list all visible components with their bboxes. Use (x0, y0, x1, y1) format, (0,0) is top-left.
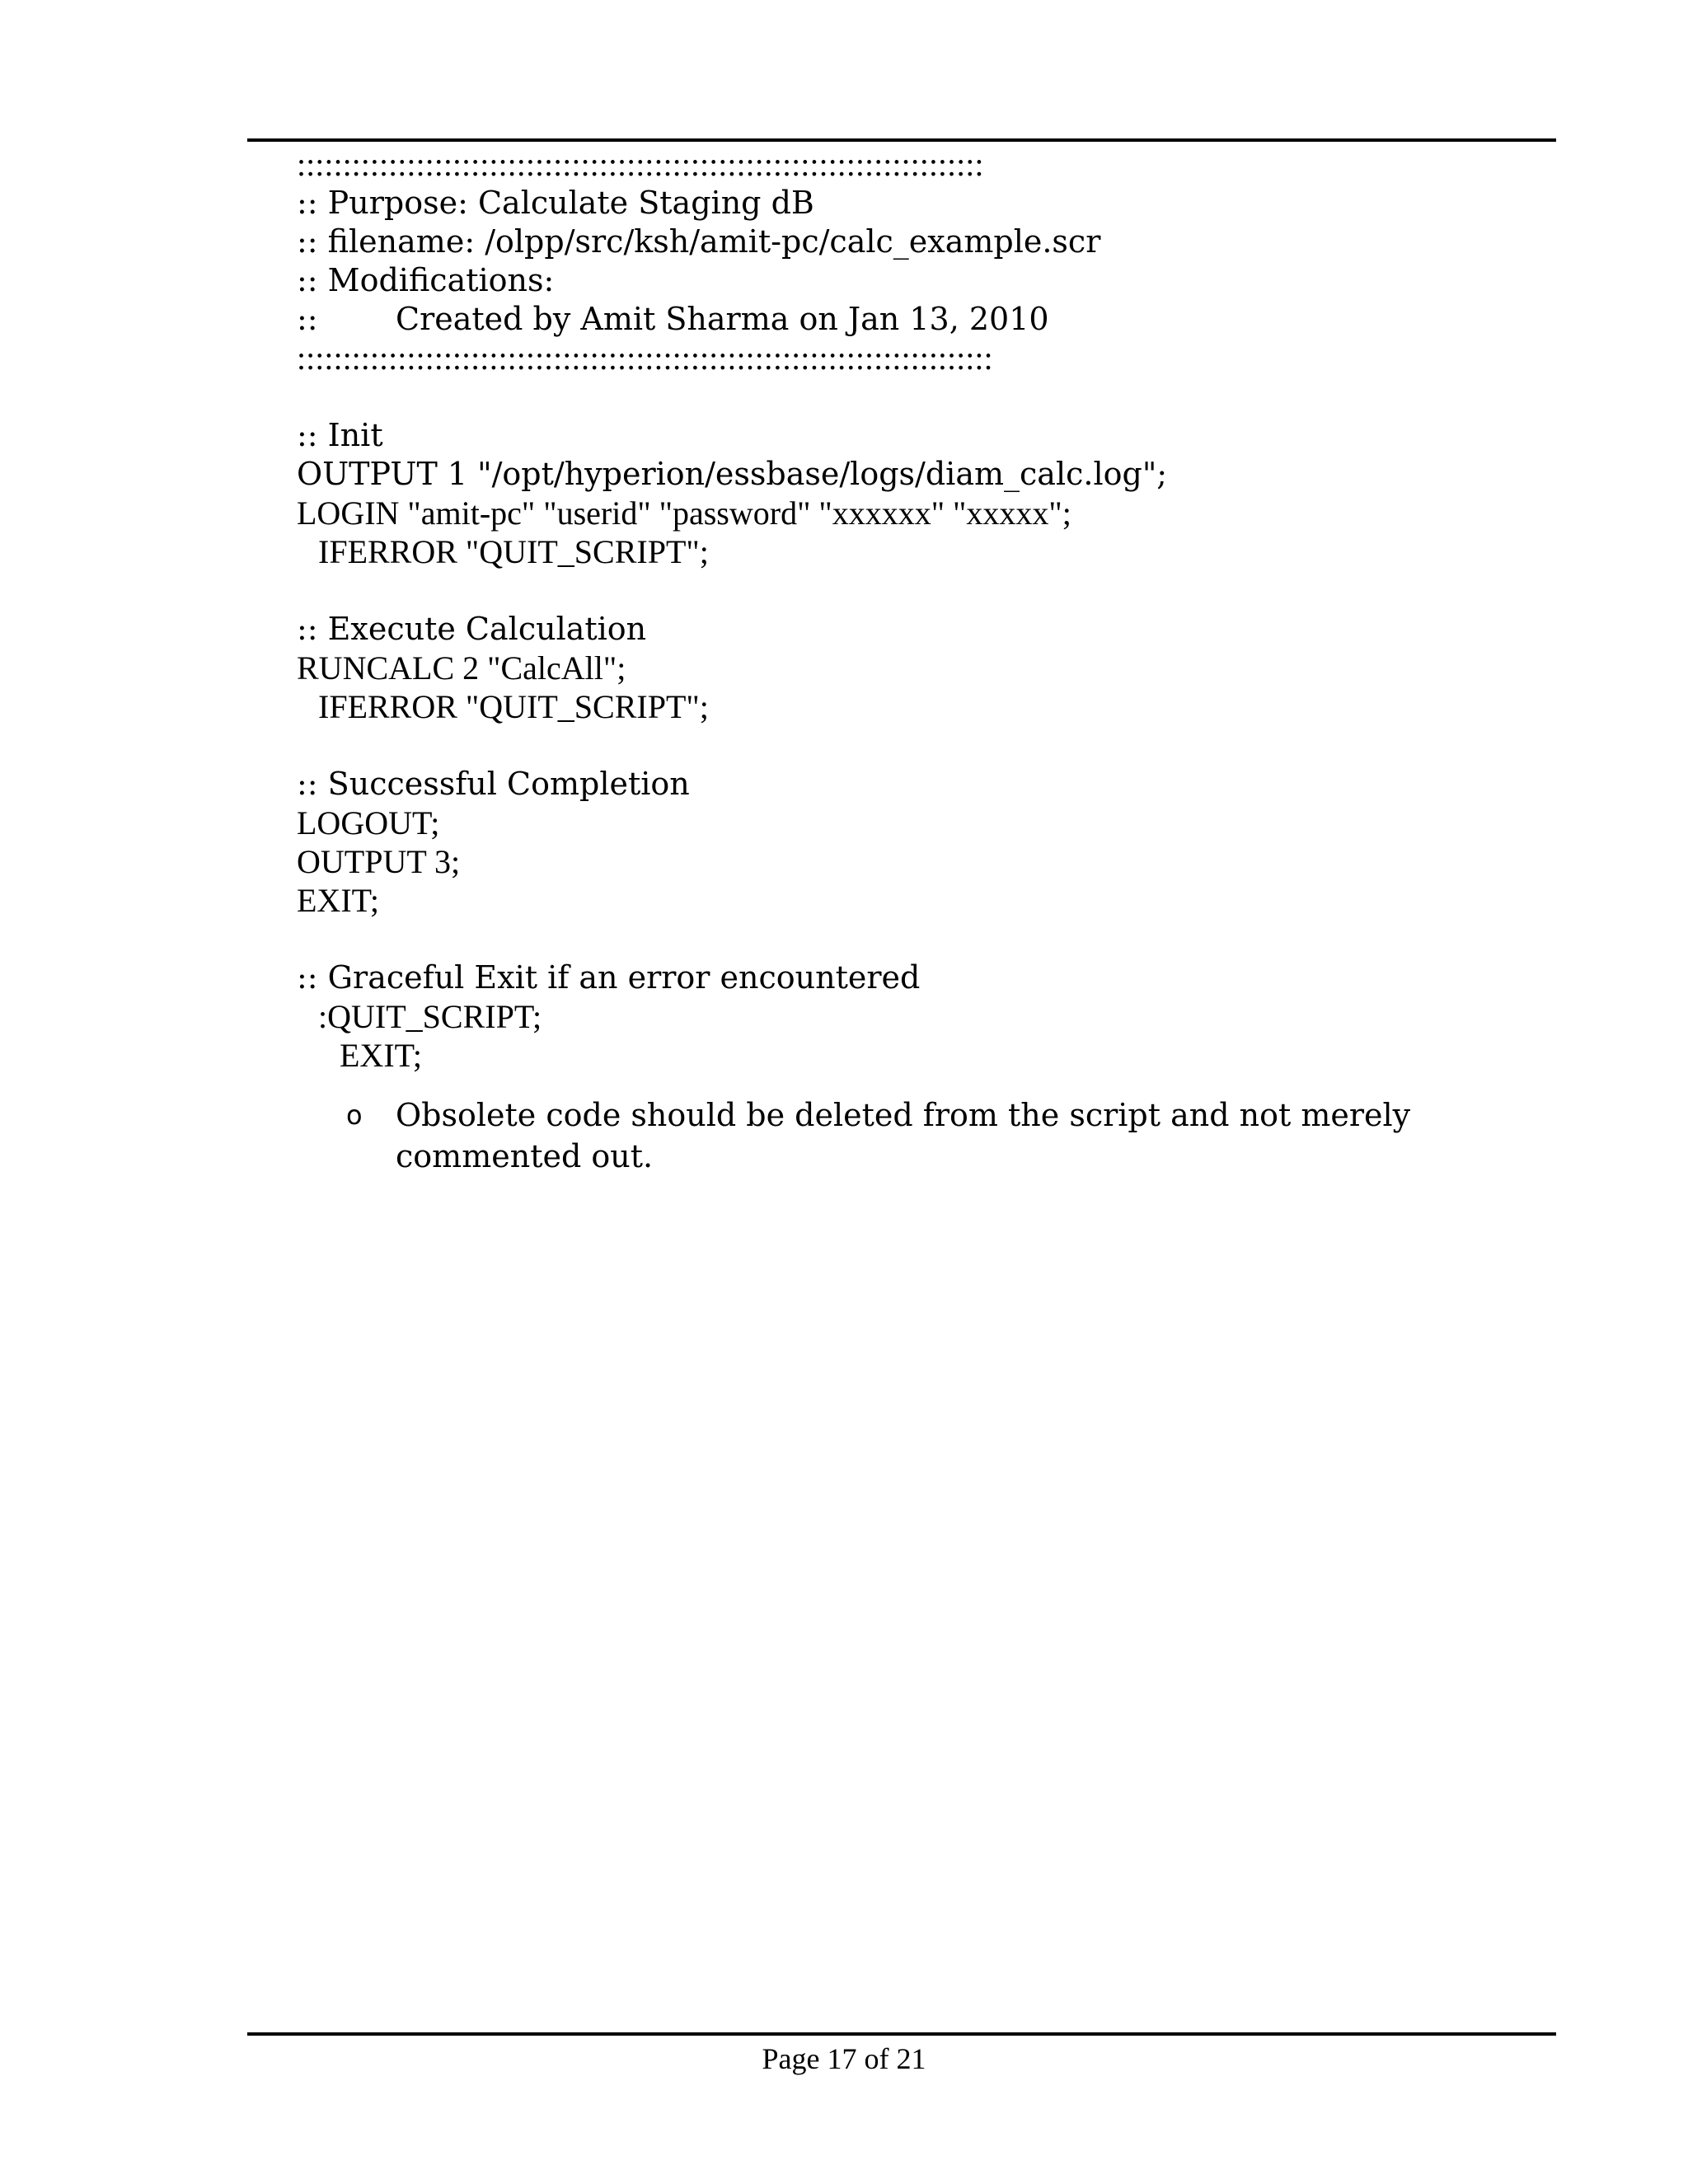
graceful-comment: :: Graceful Exit if an error encountered (297, 959, 921, 996)
execute-comment: :: Execute Calculation (297, 611, 647, 647)
iferror-line-1: IFERROR "QUIT_SCRIPT"; (318, 533, 709, 570)
init-comment: :: Init (297, 417, 383, 453)
header-border-top: ::::::::::::::::::::::::::::::::::::::::::::::::::::::::::::::::::::::::::: (297, 146, 984, 183)
success-comment: :: Successful Completion (297, 766, 690, 802)
footer-rule (247, 2032, 1556, 2036)
created-line (297, 300, 1533, 339)
spacer (297, 726, 1533, 765)
bullet-item (297, 1094, 1517, 1177)
created-text: Created by Amit Sharma on Jan 13, 2010 (396, 301, 1049, 337)
spacer (297, 377, 1533, 416)
created-prefix: :: (297, 301, 318, 337)
bullet-marker: o (346, 1099, 363, 1131)
output-1-line (297, 455, 1533, 494)
modifications-line: :: Modifications: (297, 262, 555, 298)
code-listing (297, 145, 1533, 1177)
output-1-text: OUTPUT 1 "/opt/hyperion/essbase/logs/diam_calc.log"; (297, 456, 1168, 492)
runcalc-line: RUNCALC 2 "CalcAll"; (297, 649, 626, 687)
output-3-line: OUTPUT 3; (297, 843, 461, 880)
exit-line-1: EXIT; (297, 882, 379, 919)
spacer (297, 571, 1533, 610)
quit-label-line: :QUIT_SCRIPT; (318, 998, 542, 1035)
header-border-bottom: :::::::::::::::::::::::::::::::::::::::::::::::::::::::::::::::::::::::::::: (297, 340, 993, 377)
spacer (297, 920, 1533, 958)
iferror-line-2: IFERROR "QUIT_SCRIPT"; (318, 688, 709, 725)
header-rule (247, 138, 1556, 142)
logout-line: LOGOUT; (297, 804, 440, 841)
exit-line-2: EXIT; (340, 1037, 422, 1074)
bullet-text: Obsolete code should be deleted from the script and not merely commented out. (396, 1097, 1411, 1174)
page-number: Page 17 of 21 (762, 2042, 926, 2075)
filename-line: :: filename: /olpp/src/ksh/amit-pc/calc_example.scr (297, 223, 1101, 260)
purpose-line: :: Purpose: Calculate Staging dB (297, 185, 814, 221)
login-line: LOGIN "amit-pc" "userid" "password" "xxxxxx" "xxxxx"; (297, 494, 1071, 532)
